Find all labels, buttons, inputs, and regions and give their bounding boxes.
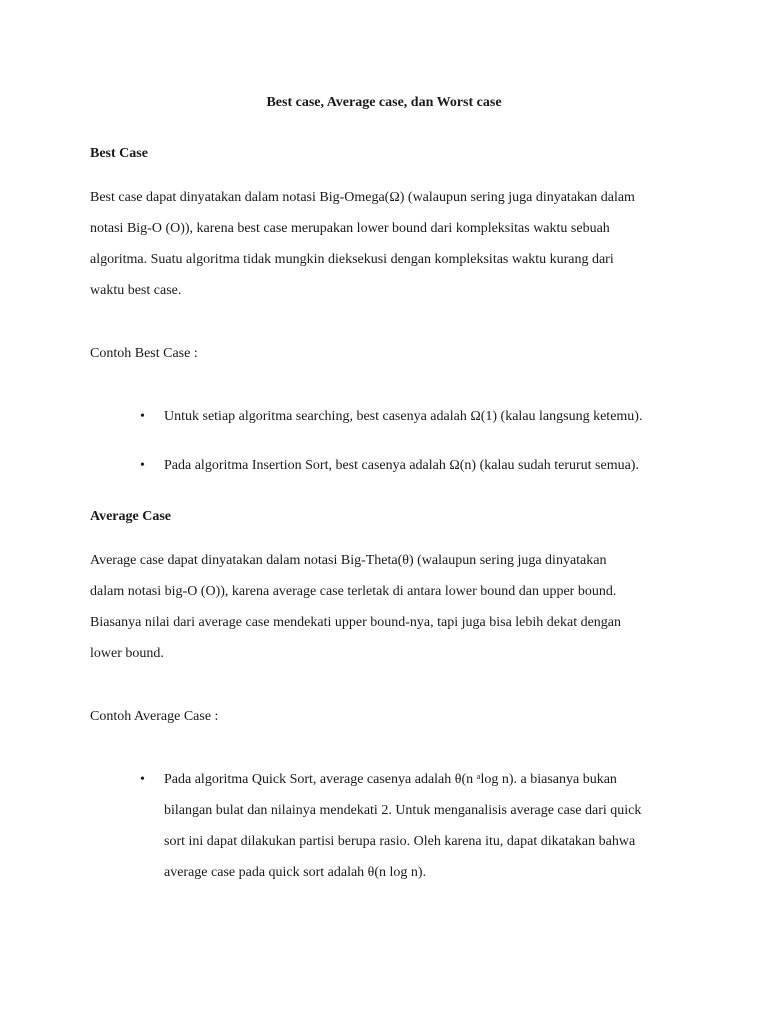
list-item-text: average case pada quick sort adalah θ(n log n). [164, 865, 427, 880]
average-case-example-label: Contoh Average Case : [90, 709, 219, 724]
paragraph-line: algoritma. Suatu algoritma tidak mungkin dieksekusi dengan kompleksitas waktu kurang dari [90, 252, 614, 267]
list-item-text: Pada algoritma Quick Sort, average casenya adalah θ(n ᵃlog n). a biasanya bukan [164, 772, 617, 787]
best-case-paragraph [90, 182, 690, 306]
paragraph-line: lower bound. [90, 646, 164, 661]
section-heading-average-case: Average Case [90, 509, 171, 524]
section-heading-best-case: Best Case [90, 146, 148, 161]
paragraph-line: waktu best case. [90, 283, 182, 298]
list-item-text: bilangan bulat dan nilainya mendekati 2. Untuk menganalisis average case dari quick [164, 803, 642, 818]
list-item-text: Pada algoritma Insertion Sort, best casenya adalah Ω(n) (kalau sudah terurut semua). [164, 458, 639, 473]
bullet-glyph: • [140, 458, 145, 473]
paragraph-line: Best case dapat dinyatakan dalam notasi Big-Omega(Ω) (walaupun sering juga dinyatakan dalam [90, 190, 635, 205]
document-title: Best case, Average case, dan Worst case [266, 95, 502, 110]
paragraph-line: Biasanya nilai dari average case mendekati upper bound-nya, tapi juga bisa lebih dekat dengan [90, 615, 622, 630]
paragraph-line: notasi Big-O (O)), karena best case merupakan lower bound dari kompleksitas waktu sebuah [90, 221, 610, 236]
bullet-glyph: • [140, 409, 145, 424]
average-case-paragraph [90, 545, 690, 669]
bullet-glyph: • [140, 772, 145, 787]
paragraph-line: Average case dapat dinyatakan dalam notasi Big-Theta(θ) (walaupun sering juga dinyatakan [90, 553, 607, 568]
best-case-example-label: Contoh Best Case : [90, 346, 198, 361]
list-item-text: sort ini dapat dilakukan partisi berupa rasio. Oleh karena itu, dapat dikatakan bahwa [164, 834, 636, 849]
list-item-text: Untuk setiap algoritma searching, best casenya adalah Ω(1) (kalau langsung ketemu). [164, 409, 643, 424]
paragraph-line: dalam notasi big-O (O)), karena average case terletak di antara lower bound dan upper bound. [90, 584, 617, 599]
